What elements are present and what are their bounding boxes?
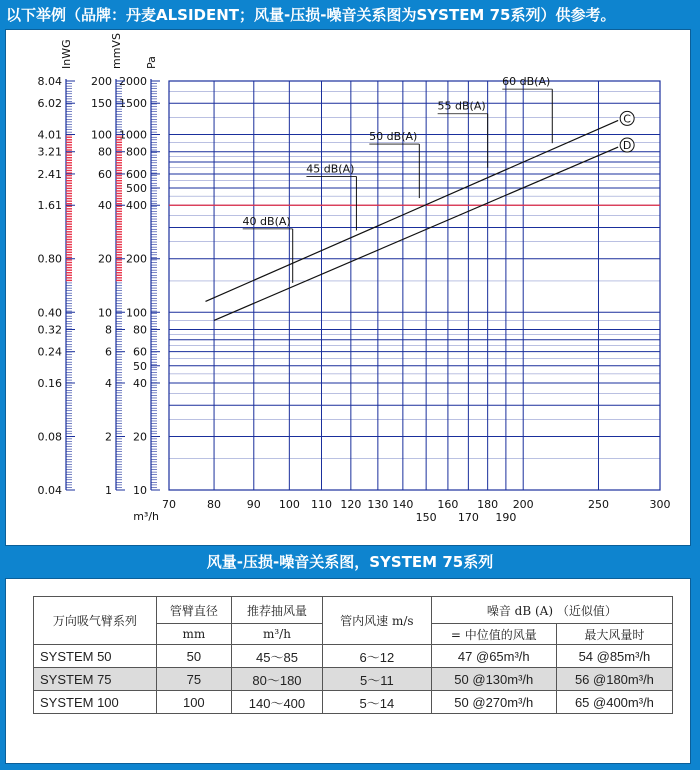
scale-tick-label: 0.04 <box>37 484 62 497</box>
scale-tick-label: 50 <box>133 359 147 373</box>
chart-caption: 风量-压损-噪音关系图，SYSTEM 75系列 <box>206 553 494 571</box>
scale-tick-label: 3.21 <box>37 145 62 159</box>
x-tick-label: 120 <box>340 498 362 511</box>
scale-tick-label: 6 <box>105 345 112 359</box>
x-tick-label: 170 <box>457 511 479 524</box>
page-title: 以下举例（品牌：丹麦ALSIDENT；风量-压损-噪音关系图为SYSTEM 75系列）供参考。 <box>6 6 616 24</box>
noise-annotation-label: 55 dB(A) <box>437 99 486 113</box>
scale-tick-label: 0.24 <box>37 345 62 359</box>
x-tick-label: 100 <box>278 498 300 511</box>
scale-tick-label: 0.40 <box>37 306 62 320</box>
series-line <box>206 120 619 301</box>
header-airflow: 推荐抽风量 <box>231 597 322 624</box>
header-diameter-unit: mm <box>156 624 231 645</box>
header-noise-median: = 中位值的风量 <box>431 624 556 645</box>
header-airflow-unit: m³/h <box>231 624 322 645</box>
noise-annotation-label: 50 dB(A) <box>369 130 418 144</box>
scale-tick-label: 60 <box>98 167 112 181</box>
scale-tick-label: 0.08 <box>37 430 62 444</box>
header-series: 万向吸气臂系列 <box>34 597 157 645</box>
x-tick-label: 140 <box>392 498 414 511</box>
scale-tick-label: 8.04 <box>37 75 62 88</box>
scale-tick-label: 1.61 <box>37 199 62 213</box>
pressure-flow-chart <box>6 30 690 545</box>
table-cell: 75 <box>156 668 231 691</box>
scale-tick-label: 80 <box>133 323 147 337</box>
scale-tick-label: 400 <box>126 199 147 213</box>
scale-tick-label: 6.02 <box>37 97 62 111</box>
header-noise-max: 最大风量时 <box>556 624 672 645</box>
table-cell: 140～400 <box>231 691 322 714</box>
x-tick-label: 190 <box>495 511 517 524</box>
table-cell: 47 @65m³/h <box>431 645 556 668</box>
noise-annotation-label: 45 dB(A) <box>306 162 355 176</box>
scale-tick-label: 80 <box>98 145 112 159</box>
scale-tick-label: 200 <box>126 252 147 266</box>
table-cell: 65 @400m³/h <box>556 691 672 714</box>
scale-tick-label: 1500 <box>119 97 147 111</box>
x-tick-label: 300 <box>649 498 671 511</box>
table-cell: 100 <box>156 691 231 714</box>
table-cell: 50 <box>156 645 231 668</box>
x-tick-label: 160 <box>437 498 459 511</box>
noise-annotation-label: 60 dB(A) <box>502 75 551 89</box>
scale-tick-label: 0.32 <box>37 323 62 337</box>
series-marker-label: D <box>622 139 632 153</box>
noise-annotation-label: 40 dB(A) <box>242 214 291 228</box>
scale-tick-label: 40 <box>98 199 112 213</box>
scale-tick-label: 2 <box>105 430 112 444</box>
scale-unit-label: Pa <box>145 56 158 69</box>
table-row <box>34 668 673 691</box>
x-tick-label: 150 <box>415 511 437 524</box>
table-cell: 50 @130m³/h <box>431 668 556 691</box>
scale-tick-label: 10 <box>98 306 112 320</box>
scale-tick-label: 500 <box>126 182 147 196</box>
scale-tick-label: 1000 <box>119 128 147 142</box>
scale-tick-label: 40 <box>133 376 147 390</box>
table-cell: 56 @180m³/h <box>556 668 672 691</box>
spec-table <box>33 596 673 714</box>
x-tick-label: 200 <box>512 498 534 511</box>
scale-tick-label: 10 <box>133 484 147 497</box>
scale-tick-label: 2.41 <box>37 167 62 181</box>
scale-tick-label: 200 <box>91 75 112 88</box>
table-panel <box>5 578 691 764</box>
table-cell: 45～85 <box>231 645 322 668</box>
scale-tick-label: 0.80 <box>37 252 62 266</box>
x-tick-label: 90 <box>246 498 261 511</box>
scale-tick-label: 150 <box>91 97 112 111</box>
scale-tick-label: 60 <box>133 345 147 359</box>
x-tick-label: 70 <box>162 498 176 511</box>
x-tick-label: 80 <box>207 498 222 511</box>
table-cell: 50 @270m³/h <box>431 691 556 714</box>
header-noise: 噪音 dB (A) （近似值） <box>431 597 672 624</box>
table-cell: SYSTEM 100 <box>34 691 157 714</box>
x-tick-label: 180 <box>477 498 499 511</box>
table-cell: 6～12 <box>322 645 431 668</box>
scale-tick-label: 1 <box>105 484 112 497</box>
series-line <box>214 147 618 320</box>
scale-tick-label: 2000 <box>119 75 147 88</box>
table-cell: 54 @85m³/h <box>556 645 672 668</box>
header-velocity: 管内风速 m/s <box>322 597 431 645</box>
x-tick-label: 110 <box>310 498 332 511</box>
chart-panel <box>5 29 691 546</box>
scale-tick-label: 20 <box>98 252 112 266</box>
series-marker-label: C <box>623 112 631 126</box>
table-cell: SYSTEM 75 <box>34 668 157 691</box>
table-cell: 5～11 <box>322 668 431 691</box>
x-tick-label: 130 <box>367 498 389 511</box>
table-header-row <box>34 597 673 624</box>
x-tick-label: 250 <box>587 498 609 511</box>
scale-tick-label: 100 <box>91 128 112 142</box>
table-cell: 5～14 <box>322 691 431 714</box>
scale-unit-label: InWG <box>60 39 73 69</box>
table-row <box>34 691 673 714</box>
scale-tick-label: 0.16 <box>37 376 62 390</box>
scale-tick-label: 800 <box>126 145 147 159</box>
x-axis-unit: m³/h <box>133 510 159 523</box>
header-diameter: 管臂直径 <box>156 597 231 624</box>
table-row <box>34 645 673 668</box>
scale-tick-label: 4 <box>105 376 112 390</box>
scale-tick-label: 8 <box>105 323 112 337</box>
scale-unit-label: mmVS <box>110 33 123 69</box>
scale-tick-label: 4.01 <box>37 128 62 142</box>
table-cell: SYSTEM 50 <box>34 645 157 668</box>
table-cell: 80～180 <box>231 668 322 691</box>
scale-tick-label: 600 <box>126 167 147 181</box>
scale-tick-label: 20 <box>133 430 147 444</box>
scale-tick-label: 100 <box>126 306 147 320</box>
